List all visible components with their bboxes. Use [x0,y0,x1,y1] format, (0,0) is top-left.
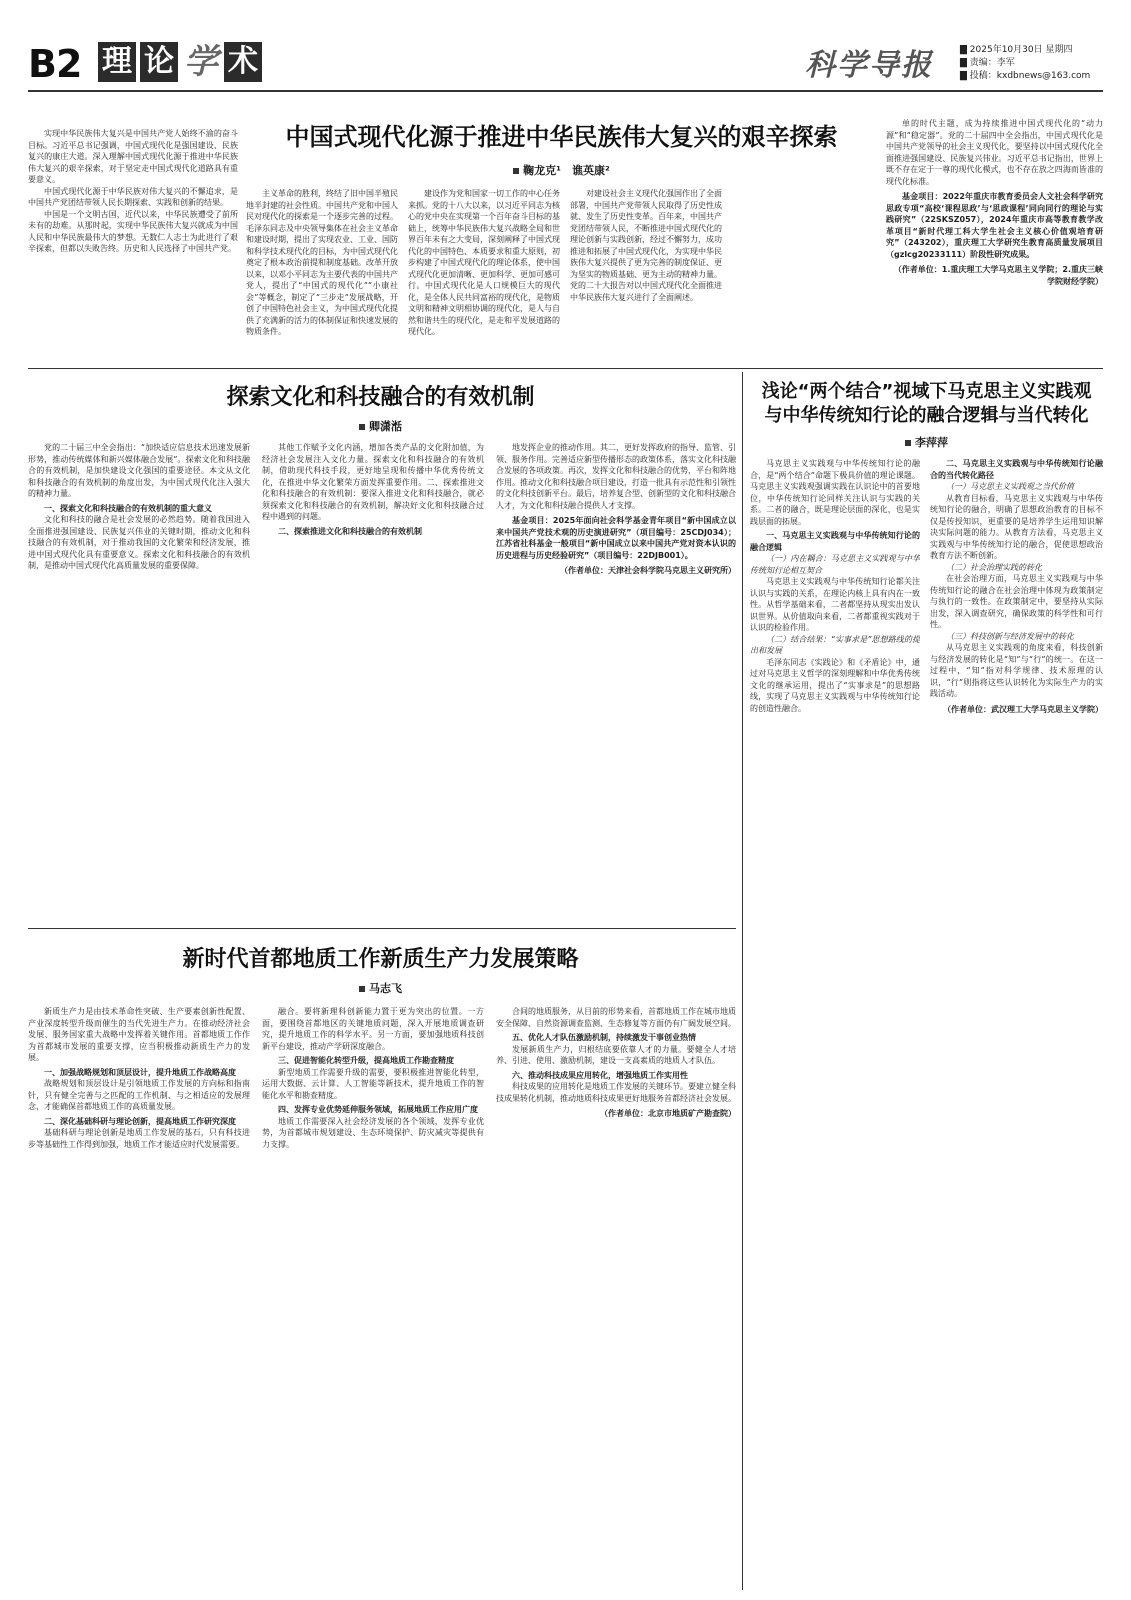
divider-vertical [742,372,743,1590]
a4-paragraph-6: 科技成果的应用转化是地质工作发展的关键环节。要建立健全科技成果转化机制，推动地质科技成果更好地服务首都经济社会发展。 [496,1082,736,1103]
section-char-3: 学 [184,42,218,82]
editor-text: 责编：李军 [969,58,1015,68]
a4-col3-text: 合间的地质服务，从目前的形势来看，首都地质工作在城市地质安全保障、自然资源调查监测、生态修复等方面仍有广阔发展空间。 [496,1007,736,1028]
a3-title-line-1: 浅论“两个结合”视域下马克思主义实践观 [761,381,1092,402]
a1-col1 [246,188,398,338]
a2-heading-2: 二、探索推进文化和科技融合的有效机制 [278,526,422,536]
a1-col0-p1: 实现中华民族伟大复兴是中国共产党人始终不渝的奋斗目标。习近平总书记强调，中国式现代化是强国建设、民族复兴的康庄大道。深入理解中国式现代化源于推进中华民族伟大复兴的艰辛探索，对于坚定走中国式现代化道路具有重要意义。 [28,129,238,184]
a2-col3-text: 地发挥企业的推动作用。其二，更好发挥政府的指导、监管、引领、服务作用。完善适应新型传播形态的政策体系，落实文化科技融合发展的各项政策。再次，发挥文化和科技融合的优势，平台和阵地作用。推动文化和科技融合项目建设，打造一批具有示范性和引领性的文化科技创新平台。最后，培养复合型、创新型的文化和科技融合人才，为文化和科技融合提供人才支撑。 [496,443,736,510]
a2-affiliation: （作者单位：天津社会科学院马克思主义研究所） [560,566,736,575]
a3-title-line-2: 与中华传统知行论的融合逻辑与当代转化 [764,405,1089,426]
a1-col1-text: 主义革命的胜利，终结了旧中国半殖民地半封建的社会性质。中国共产党和中国人民对现代化的探索是一个逐步完善的过程。毛泽东同志及中央领导集体在社会主义革命和建设时期，提出了实现农业、工业、国防和科学技术现代化的目标，为中国式现代化奠定了根本政治前提和制度基础。改革开放以来，以邓小平同志为主要代表的中国共产党人，提出了“中国式的现代化”“小康社会”等概念，制定了“三步走”发展战略，开创了中国特色社会主义，为中国式现代化提供了充满新的活力的体制保证和快速发展的物质条件。 [246,189,398,336]
a2-col2 [262,442,484,918]
section-char-2: 论 [140,42,178,82]
a3-col1c-text: 毛泽东同志《实践论》和《矛盾论》中，通过对马克思主义哲学的深刻理解和中华优秀传统文化的继承运用，提出了“实事求是”的思想路线，实现了马克思主义实践观与中华传统知行论的创造性融合。 [750,657,920,713]
a1-affiliation: （作者单位：1.重庆理工大学马克思主义学院；2.重庆三峡学院财经学院） [893,265,1103,286]
a2-paragraph-1: 文化和科技的融合是社会发展的必然趋势。随着我国进入全面推进强国建设、民族复兴伟业的关键时期，推动文化和科技融合的有效机制，对于推动我国的文化繁荣和经济发展，推进中国式现代化具有重要意义。探索文化和科技融合的有效机制，是推动中国式现代化高质量发展的重要保障。 [28,515,250,570]
a4-affiliation: （作者单位：北京市地质矿产勘查院） [600,1109,736,1118]
a4-col2-text: 融合。要将新理科创新能力置于更为突出的位置。一方面，要围绕首都地区的关键地质问题，深入开展地质调查研究，提升地质工作的科学水平。另一方面，要加强地质科技创新平台建设，推动产学研深度融合。 [262,1007,484,1051]
a3-title [750,380,1103,428]
a1-col3 [570,188,722,338]
a2-intro: 党的二十届三中全会指出：“加快适应信息技术迅速发展新形势，推动传统媒体和新兴媒体融合发展”。探索文化和科技融合的有效机制，是加快建设文化强国的重要途径。本文从文化和科技融合的有效机制的角度出发，为中国式现代化注入强大的精神力量。 [28,443,250,498]
a3-heading-1: 一、马克思主义实践观与中华传统知行论的融合逻辑 [750,531,920,552]
a2-col1 [28,442,250,918]
a3-col2-text: 从教育目标看，马克思主义实践观与中华传统知行论的融合，明确了思想政治教育的目标不仅是传授知识，更重要的是培养学生运用知识解决实际问题的能力。从教育方法看，马克思主义实践观与中华传统知行论的融合，促使思想政治教育方法不断创新。 [930,493,1103,560]
section-char-1: 理 [98,42,136,82]
a4-heading-2: 二、深化基础科研与理论创新，提高地质工作研究深度 [44,1116,236,1126]
divider-top [28,368,1103,369]
contact-email-text: 投稿：kxdbnews@163.com [969,71,1091,81]
a1-col0-p2: 中国式现代化源于中华民族对伟大复兴的不懈追求，是中国共产党团结带领人民长期探索、实践和创新的结果。 [28,186,238,207]
a4-heading-5: 五、优化人才队伍激励机制，持续激发干事创业热情 [512,1033,696,1042]
a4-paragraph-1: 战略规划和顶层设计是引领地质工作发展的方向标和指南针，只有健全完善与之匹配的工作机制、与之相适应的发展理念，才能确保首都地质工作的高质量发展。 [28,1079,250,1111]
a4-author-text: 马志飞 [369,982,402,995]
a1-author-text: 鞠龙克¹ 谯英康² [523,164,610,177]
a3-heading-2b: （二）社会治理实践的转化 [946,562,1042,572]
section-label [98,42,262,82]
a4-col2 [262,1006,484,1590]
a4-col3 [496,1006,736,1590]
header-rule [28,90,1103,92]
a1-col0-p3: 中国是一个文明古国，近代以来，中华民族遭受了前所未有的劫难。从那时起，实现中华民族伟大复兴就成为中国人民和中华民族最伟大的梦想。无数仁人志士为此进行了艰辛探索，但都以失败告终。历史和人民选择了中国共产党。 [28,209,238,253]
issue-date: ▇ 2025年10月30日 星期四 [960,45,1073,55]
a2-col2-text: 其他工作赋予文化内涵，增加各类产品的文化附加值，为经济社会发展注入文化力量。探索文化和科技融合的有效机制，借助现代科技手段，更好地呈现和传播中华优秀传统文化，在推进中华文化繁荣方面发挥重要作用。二、探索推进文化和科技融合的有效机制：要深入推进文化和科技融合，就必须探索文化和科技融合的有效机制，解决好文化和科技融合过程中遇到的问题。 [262,443,484,521]
a1-col4-text: 单的时代主题，成为持续推进中国式现代化的“动力源”和“稳定器”。党的二十届四中全会指出，中国式现代化是中国共产党领导的社会主义现代化，要坚持以中国式现代化全面推进强国建设、民族复兴伟业。习近平总书记指出，世界上既不存在定于一尊的现代化模式，也不存在放之四海而皆准的现代化标准。 [886,119,1103,186]
a2-title: 探索文化和科技融合的有效机制 [226,385,535,410]
a4-intro: 新质生产力是由技术革命性突破、生产要素创新性配置、产业深度转型升级而催生的当代先进生产力。在推动经济社会发展、服务国家重大战略中发挥着关键作用。首都地质工作作为首都城市发展的重要支撑，应当积极推动新质生产力的发展。 [28,1007,250,1062]
a4-heading-6: 六、推动科技成果应用转化，增强地质工作实用性 [512,1070,688,1080]
a4-paragraph-3: 新型地质工作需要升级的需要，要积极推进智能化转型，运用大数据、云计算、人工智能等新技术，提升地质工作的智能化水平和勘查精度。 [262,1067,484,1100]
a3-col1-text: 马克思主义实践观与中华传统知行论的融合，是“两个结合”命题下极具价值的理论课题。马克思主义实践观强调实践在认识论中的首要地位，中华传统知行论同样关注认识与实践的关系。二者的融合，既是理论层面的深化，也是实践层面的拓展。 [750,459,920,526]
a2-col3 [496,442,736,918]
a4-paragraph-5: 发展新质生产力，归根结底要依靠人才的力量。要健全人才培养、引进、使用、激励机制，建设一支高素质的地质人才队伍。 [496,1044,736,1065]
a4-paragraph-4: 地质工作需要深入社会经济发展的各个领域，发挥专业优势，为首都城市规划建设、生态环境保护、防灾减灾等提供有力支撑。 [262,1116,484,1149]
page-code: B2 [28,42,82,86]
a1-col3-text: 对建设社会主义现代化强国作出了全面部署，中国共产党带领人民取得了历史性成就、发生了历史性变革。百年来，中国共产党团结带领人民，不断推进中国式现代化的理论创新与实践创新，经过不懈努力，成功推进和拓展了中国式现代化，为实现中华民族伟大复兴提供了更为完善的制度保证、更为坚实的物质基础、更为主动的精神力量。党的二十大报告对以中国式现代化全面推进中华民族伟大复兴进行了全面阐述。 [570,189,722,302]
a4-title: 新时代首都地质工作新质生产力发展策略 [182,947,579,972]
a2-author [28,418,733,434]
a3-heading-2: 二、马克思主义实践观与中华传统知行论融合的当代转化路径 [930,459,1103,480]
a2-fund-note: 基金项目：2025年面向社会科学基金青年项目“新中国成立以来中国共产党技术观的历史演进研究”（项目编号：25CDJ034）；江苏省社科基金一般项目“新中国成立以来中国共产党对资本认识的历史进程与历史经验研究”（项目编号：22DJB001）。 [496,516,736,560]
a2-author-text: 卿潇湉 [369,420,402,433]
a3-col1 [750,458,920,1590]
a3-heading-1a: （一）内在耦合：马克思主义实践观与中华传统知行论相互契合 [750,554,920,575]
issue-date-text: 2025年10月30日 星期四 [969,45,1073,55]
a3-col1b-text: 马克思主义实践观与中华传统知行论都关注认识与实践的关系，在理论内核上具有内在一致性。从哲学基础来看，二者都坚持从现实出发认识世界。从价值取向来看，二者都重视实践对于认识的检验作用。 [750,577,920,632]
divider-mid [28,928,736,929]
a4-heading-3: 三、促进智能化转型升级，提高地质工作勘查精度 [278,1056,454,1065]
a1-col2 [408,188,560,338]
a4-author [28,980,733,996]
a1-title: 中国式现代化源于推进中华民族伟大复兴的艰辛探索 [285,123,838,151]
a4-paragraph-2: 基础科研与理论创新是地质工作发展的基石，只有科技进步等基础性工作得到加强，地质工作才能适应时代发展需要。 [28,1128,250,1149]
masthead-logo: 科学导报 [805,48,933,83]
a4-col1 [28,1006,250,1590]
a4-heading-1: 一、加强战略规划和顶层设计，提升地质工作战略高度 [44,1067,236,1077]
a3-heading-2c: （三）科技创新与经济发展中的转化 [946,631,1074,641]
a3-affiliation: （作者单位：武汉理工大学马克思主义学院） [943,704,1103,714]
a3-heading-2a: （一）马克思主义实践观之当代价值 [946,482,1074,491]
editor: ▇ 责编：李军 [960,58,1015,68]
section-char-4: 术 [224,42,262,82]
a3-col2c-text: 从马克思主义实践观的角度来看，科技创新与经济发展的转化是“知”与“行”的统一。在这一过程中，“知”指对科学规律、技术原理的认识，“行”则指将这些认识转化为实际生产力的实践活动。 [930,643,1103,698]
a2-heading-1: 一、探索文化和科技融合的有效机制的重大意义 [44,503,212,513]
a1-col4 [886,118,1103,363]
a3-author [750,434,1103,450]
page-header [0,0,1131,92]
a1-fund-note: 基金项目：2022年重庆市教育委员会人文社会科学研究思政专项“高校‘课程思政’与‘思政课程’同向同行的理论与实践研究”（22SKSZ057），2024年重庆市高等教育教学改革项目“新时代理工科大学生社会主义核心价值观培育研究”（243202），重庆理工大学研究生教育高质量发展项目（gzlcg20233111）阶段性研究成果。 [886,192,1103,259]
contact-email: ▇ 投稿：kxdbnews@163.com [960,71,1091,81]
a4-heading-4: 四、发挥专业优势延伸服务领域，拓展地质工作应用广度 [278,1105,478,1114]
a3-col2 [930,458,1103,1590]
a3-col2b-text: 在社会治理方面，马克思主义实践观与中华传统知行论的融合在社会治理中体现为政策制定与执行的一致性。在政策制定中，要坚持从实际出发，深入调查研究，确保政策的科学性和可行性。 [930,574,1103,629]
a1-col2-text: 建设作为党和国家一切工作的中心任务来抓。党的十八大以来，以习近平同志为核心的党中央在实现第一个百年奋斗目标的基础上，统筹中华民族伟大复兴战略全局和世界百年未有之大变局，深刻阐释了中国式现代化的中国特色、本质要求和重大原则，初步构建了中国式现代化的理论体系，使中国式现代化更加清晰、更加科学、更加可感可行。中国式现代化是人口规模巨大的现代化，是全体人民共同富裕的现代化，是物质文明和精神文明相协调的现代化，是人与自然和谐共生的现代化，是走和平发展道路的现代化。 [408,189,560,336]
a3-author-text: 李萍萍 [915,436,948,449]
a3-heading-1b: （二）结合结果：“实事求是”思想路线的提出和发展 [750,634,920,655]
a1-author [244,162,879,178]
header-info [960,44,1090,83]
